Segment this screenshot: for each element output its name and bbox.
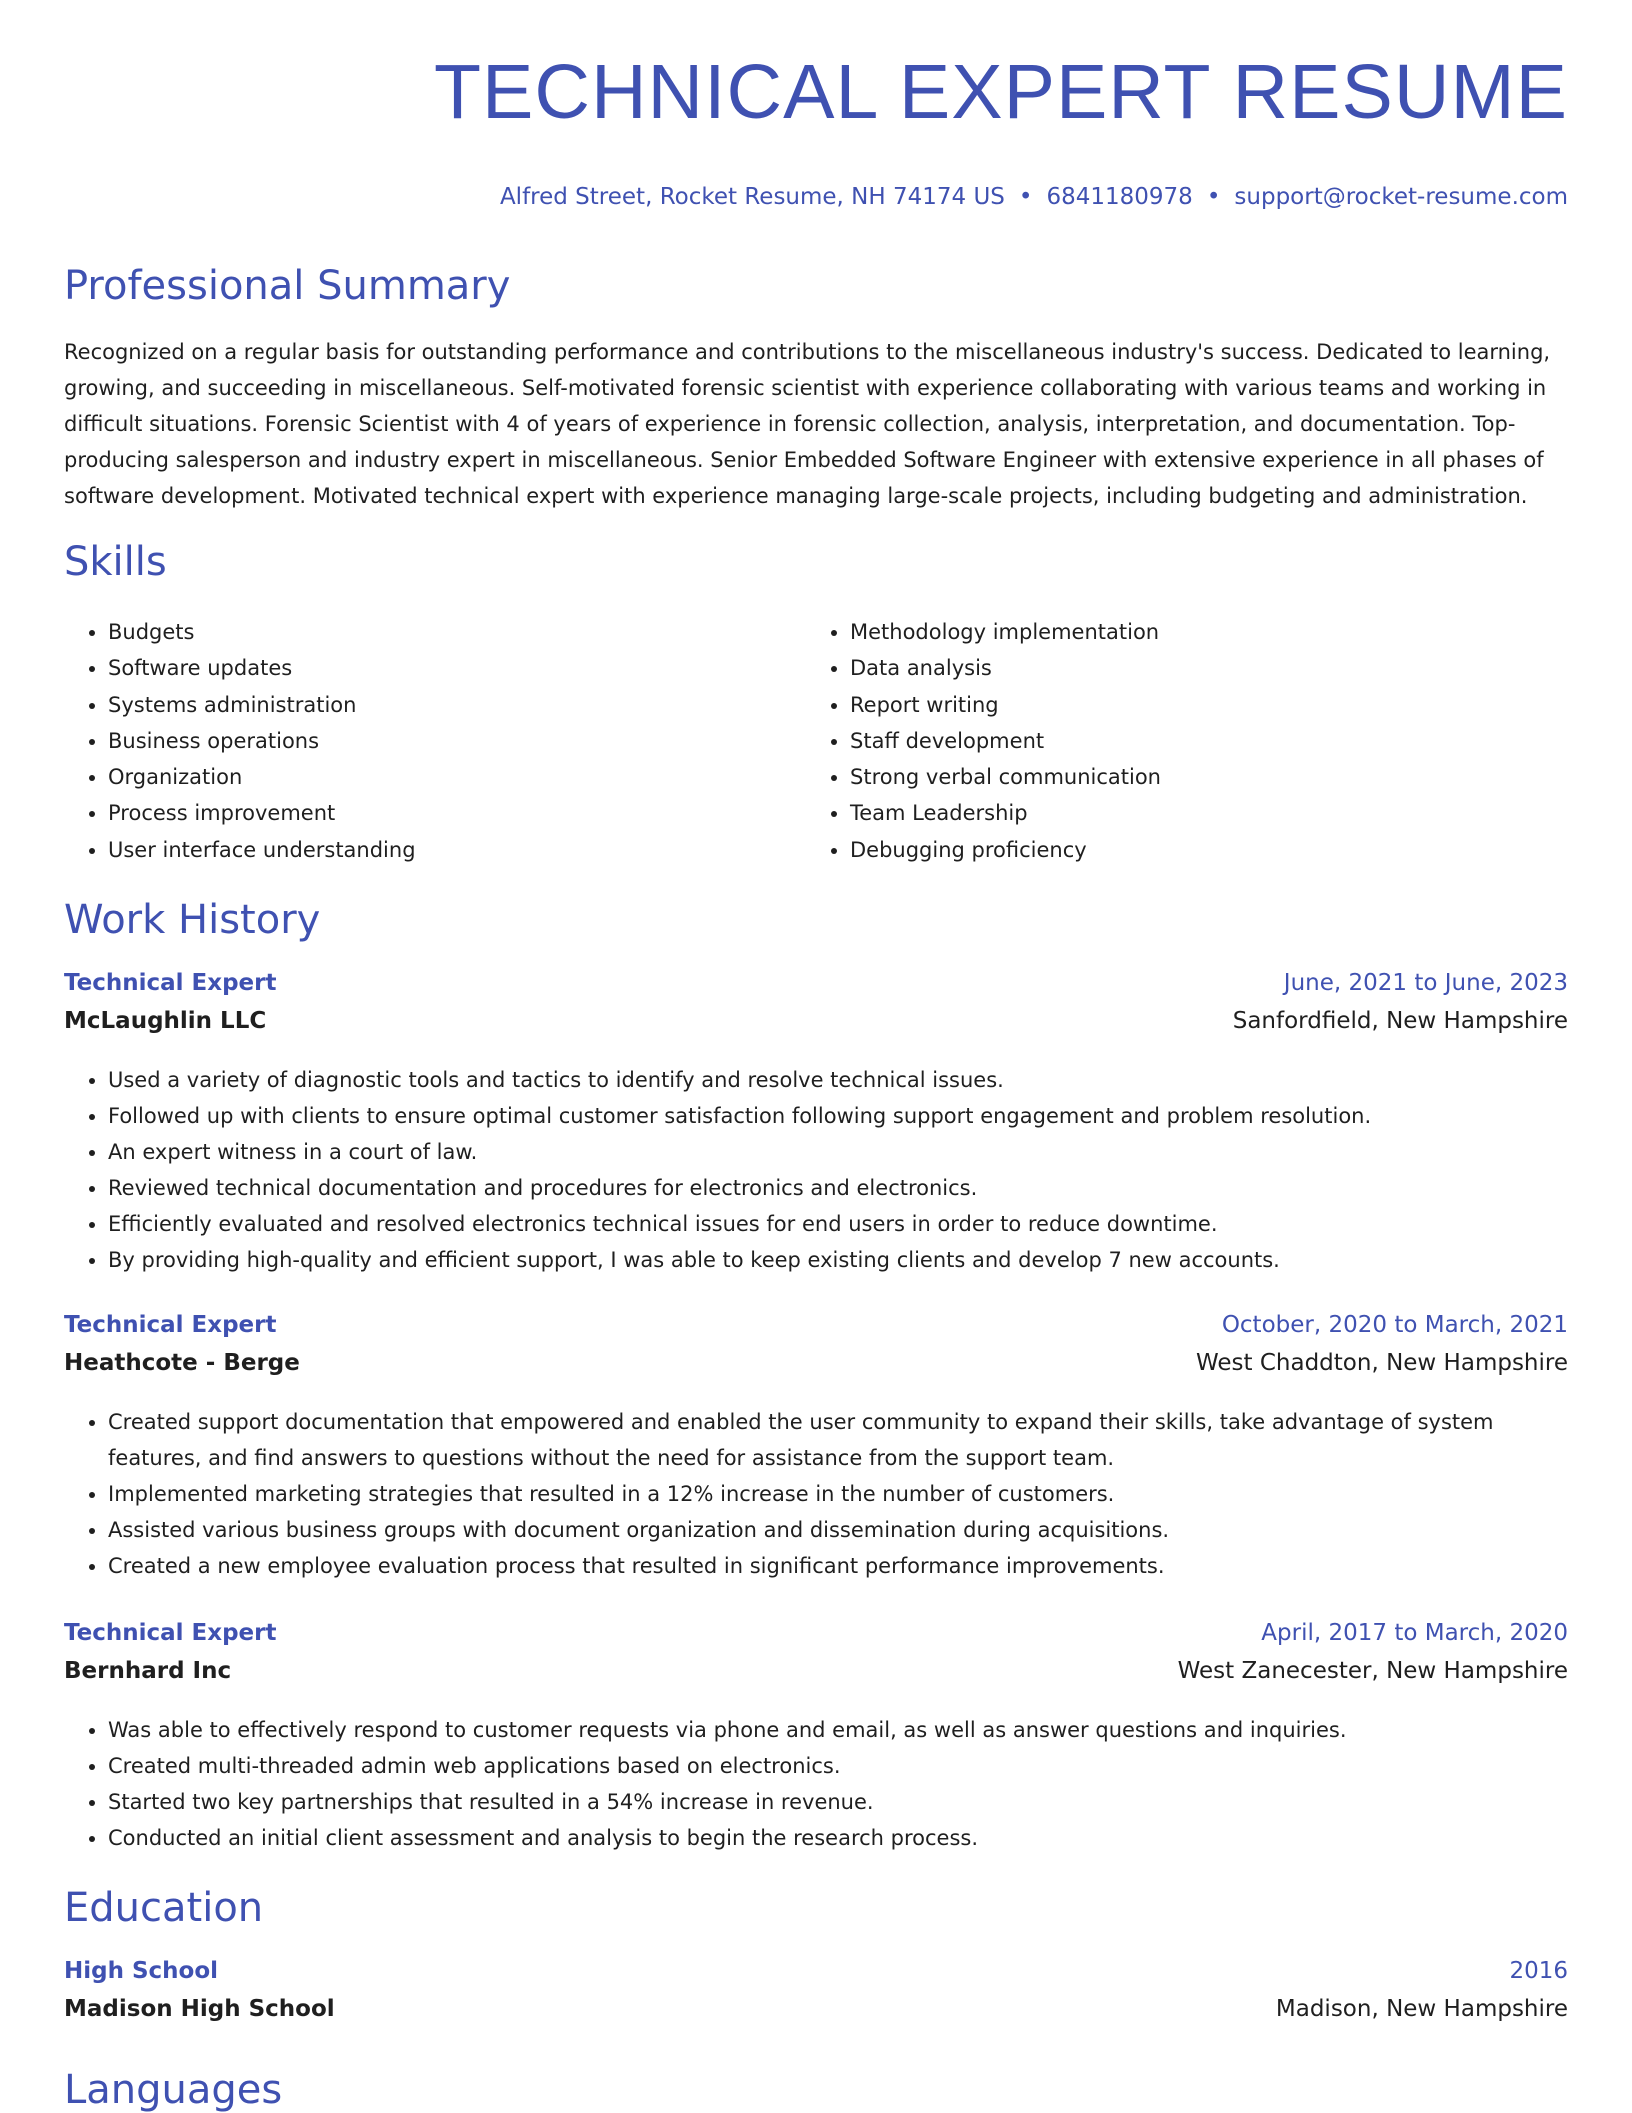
- job-dates: April, 2017 to March, 2020: [1261, 1620, 1568, 1646]
- skill-item: • Methodology implementation: [850, 614, 1161, 650]
- skill-item: • Strong verbal communication: [850, 759, 1161, 795]
- skill-item: • Business operations: [108, 723, 416, 759]
- resume-title: TECHNICAL EXPERT RESUME: [433, 49, 1568, 135]
- job-bullets: [64, 1062, 1568, 1278]
- education-entry: [64, 1958, 1568, 2038]
- job-header: [64, 1312, 1568, 1392]
- job-dates: June, 2021 to June, 2023: [1283, 970, 1568, 996]
- contact-line: [500, 184, 1568, 210]
- job-bullet: • By providing high-quality and efficient support, I was able to keep existing clients and develop 7 new accounts.: [108, 1242, 1568, 1278]
- skill-item: • Data analysis: [850, 650, 1161, 686]
- job-header: [64, 970, 1568, 1050]
- job-location: West Zanecester, New Hampshire: [1177, 1658, 1568, 1684]
- skills-list-right: [806, 614, 1161, 868]
- job-bullet: • Implemented marketing strategies that resulted in a 12% increase in the number of customers.: [108, 1476, 1568, 1512]
- job-company: Bernhard Inc: [64, 1658, 232, 1684]
- job-bullets: [64, 1404, 1568, 1584]
- work-history-heading: Work History: [64, 897, 321, 943]
- summary-text: Recognized on a regular basis for outstanding performance and contributions to the miscellaneous industry's success. Dedicated to learning, growing, and succeeding in miscellaneous. Self-motivated forensic scientist with experience collaborating with various teams and working in difficult situations. Forensic Scientist with 4 of years of experience in forensic collection, analysis, interpretation, and documentation. Top-producing salesperson and industry expert in miscellaneous. Senior Embedded Software Engineer with extensive experience in all phases of software development. Motivated technical expert with experience managing large-scale projects, including budgeting and administration.: [64, 340, 1551, 508]
- job-company: McLaughlin LLC: [64, 1008, 267, 1034]
- education-year: 2016: [1509, 1958, 1568, 1984]
- contact-phone: 6841180978: [1046, 184, 1193, 210]
- job-location: Sanfordfield, New Hampshire: [1232, 1008, 1568, 1034]
- skills-list-left: [64, 614, 416, 868]
- job-bullet: • An expert witness in a court of law.: [108, 1134, 1568, 1170]
- skill-item: • Staff development: [850, 723, 1161, 759]
- job-title: Technical Expert: [64, 1620, 277, 1646]
- skill-item: • Team Leadership: [850, 795, 1161, 831]
- contact-separator: •: [1206, 184, 1221, 210]
- education-degree: High School: [64, 1958, 219, 1984]
- skill-item: • Debugging proficiency: [850, 832, 1161, 868]
- job-bullet: • Created multi-threaded admin web applications based on electronics.: [108, 1748, 1568, 1784]
- skill-item: • User interface understanding: [108, 832, 416, 868]
- job-bullet: • Was able to effectively respond to customer requests via phone and email, as well as answer questions and inquiries.: [108, 1712, 1568, 1748]
- job-location: West Chaddton, New Hampshire: [1196, 1350, 1568, 1376]
- job-header: [64, 1620, 1568, 1700]
- skill-item: • Software updates: [108, 650, 416, 686]
- contact-address: Alfred Street, Rocket Resume, NH 74174 US: [499, 184, 1005, 210]
- job-bullet: • Created support documentation that empowered and enabled the user community to expand their skills, take advantage of system features, and find answers to questions without the need for assistance from the support team.: [108, 1404, 1568, 1476]
- job-bullet: • Followed up with clients to ensure optimal customer satisfaction following support engagement and problem resolution.: [108, 1098, 1568, 1134]
- job-bullet: • Conducted an initial client assessment and analysis to begin the research process.: [108, 1820, 1568, 1856]
- job-bullet: • Used a variety of diagnostic tools and tactics to identify and resolve technical issues.: [108, 1062, 1568, 1098]
- education-heading: Education: [64, 1885, 264, 1931]
- job-title: Technical Expert: [64, 970, 277, 996]
- job-bullet: • Started two key partnerships that resulted in a 54% increase in revenue.: [108, 1784, 1568, 1820]
- job-bullet: • Created a new employee evaluation process that resulted in significant performance improvements.: [108, 1548, 1568, 1584]
- job-company: Heathcote - Berge: [64, 1350, 300, 1376]
- skill-item: • Report writing: [850, 687, 1161, 723]
- job-bullet: • Reviewed technical documentation and procedures for electronics and electronics.: [108, 1170, 1568, 1206]
- job-dates: October, 2020 to March, 2021: [1221, 1312, 1568, 1338]
- education-school: Madison High School: [64, 1996, 335, 2022]
- skill-item: • Budgets: [108, 614, 416, 650]
- contact-separator: •: [1018, 184, 1033, 210]
- skill-item: • Process improvement: [108, 795, 416, 831]
- skill-item: • Organization: [108, 759, 416, 795]
- summary-heading: Professional Summary: [64, 263, 511, 309]
- job-title: Technical Expert: [64, 1312, 277, 1338]
- skill-item: • Systems administration: [108, 687, 416, 723]
- contact-email: support@rocket-resume.com: [1234, 184, 1568, 210]
- job-bullets: [64, 1712, 1568, 1856]
- skills-heading: Skills: [64, 539, 167, 585]
- job-bullet: • Assisted various business groups with document organization and dissemination during acquisitions.: [108, 1512, 1568, 1548]
- job-bullet: • Efficiently evaluated and resolved electronics technical issues for end users in order to reduce downtime.: [108, 1206, 1568, 1242]
- education-location: Madison, New Hampshire: [1275, 1996, 1568, 2022]
- languages-heading: Languages: [64, 2067, 283, 2113]
